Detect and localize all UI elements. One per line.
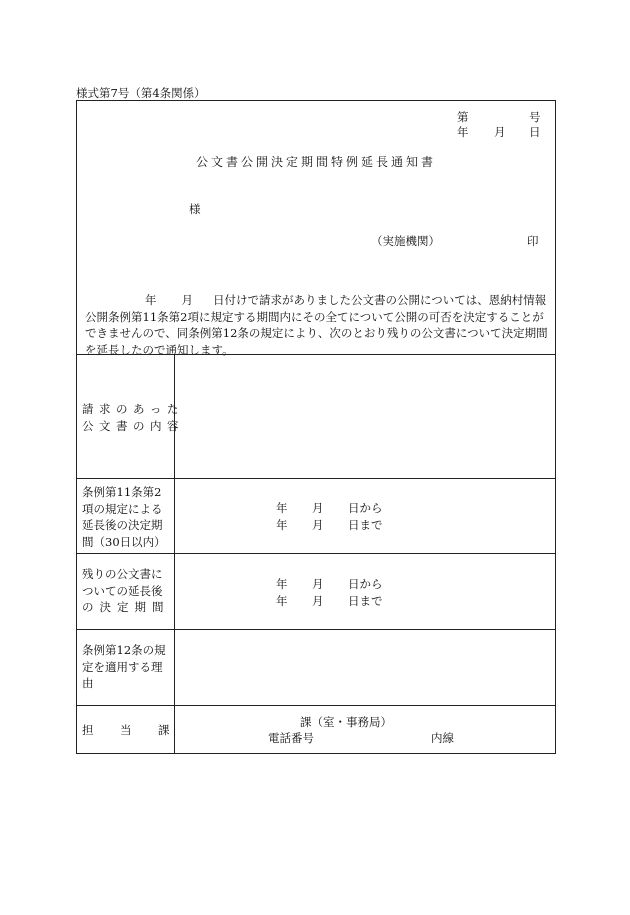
row-reason: [76, 629, 556, 705]
reason-label: 条例第12条の規 定を適用する理 由: [82, 643, 166, 690]
row-remaining-period: [76, 553, 556, 629]
row-label-cell: [76, 706, 175, 754]
notice-body: [85, 292, 549, 358]
date-year: 年: [457, 125, 469, 139]
row-extended-period: [76, 478, 556, 553]
extended-period-from: 年 月 日から: [276, 501, 383, 515]
row-requested-content: [76, 354, 556, 478]
remaining-period-from: 年 月 日から: [276, 577, 383, 591]
body-year: 年: [145, 293, 157, 307]
body-month: 月: [181, 293, 193, 307]
body-line-4: を延長したので通知します。: [85, 342, 234, 357]
body-line1-text: 日付けで請求がありました公文書の公開については、恩納村情報: [213, 293, 547, 307]
seal-label: 印: [527, 234, 539, 248]
phone-label: 電話番号: [268, 731, 314, 745]
row-label-cell: [76, 554, 175, 629]
row-label-cell: [76, 479, 175, 553]
document-title: 公文書公開決定期間特例延長通知書: [195, 155, 436, 169]
body-line-3: できませんので、同条例第12条の規定により、次のとおり残りの公文書について決定期間: [85, 326, 548, 340]
row-label-cell: [76, 355, 184, 478]
body-line-1: [85, 292, 549, 309]
addressee-suffix: 様: [189, 202, 201, 216]
remaining-period-until: 年 月 日まで: [276, 594, 383, 608]
extended-period-until: 年 月 日まで: [276, 518, 383, 532]
extension-label: 内線: [431, 731, 454, 745]
body-line-2: 公開条例第11条第2項に規定する期間内にその全てについて公開の可否を決定することが: [85, 309, 544, 324]
remaining-period-label: 残りの公文書に ついての延長後 の決定期間: [82, 567, 170, 614]
requested-content-label: 請求のあった 公文書の内容: [82, 402, 184, 433]
notice-form: [76, 100, 556, 754]
date-day: 日: [529, 125, 541, 139]
form-number: 様式第7号（第4条関係）: [76, 86, 206, 100]
document-number-prefix: 第: [457, 110, 469, 124]
date-month: 月: [494, 125, 506, 139]
contact-label: 担 当 課: [82, 723, 170, 737]
row-label-cell: [76, 630, 175, 705]
row-contact: [76, 705, 556, 754]
agency-label: （実施機関）: [371, 234, 440, 248]
department-label: 課（室・事務局）: [300, 715, 392, 729]
document-number-suffix: 号: [529, 110, 541, 124]
extended-period-label: 条例第11条第2 項の規定による 延長後の決定期 間（30日以内）: [82, 485, 166, 549]
